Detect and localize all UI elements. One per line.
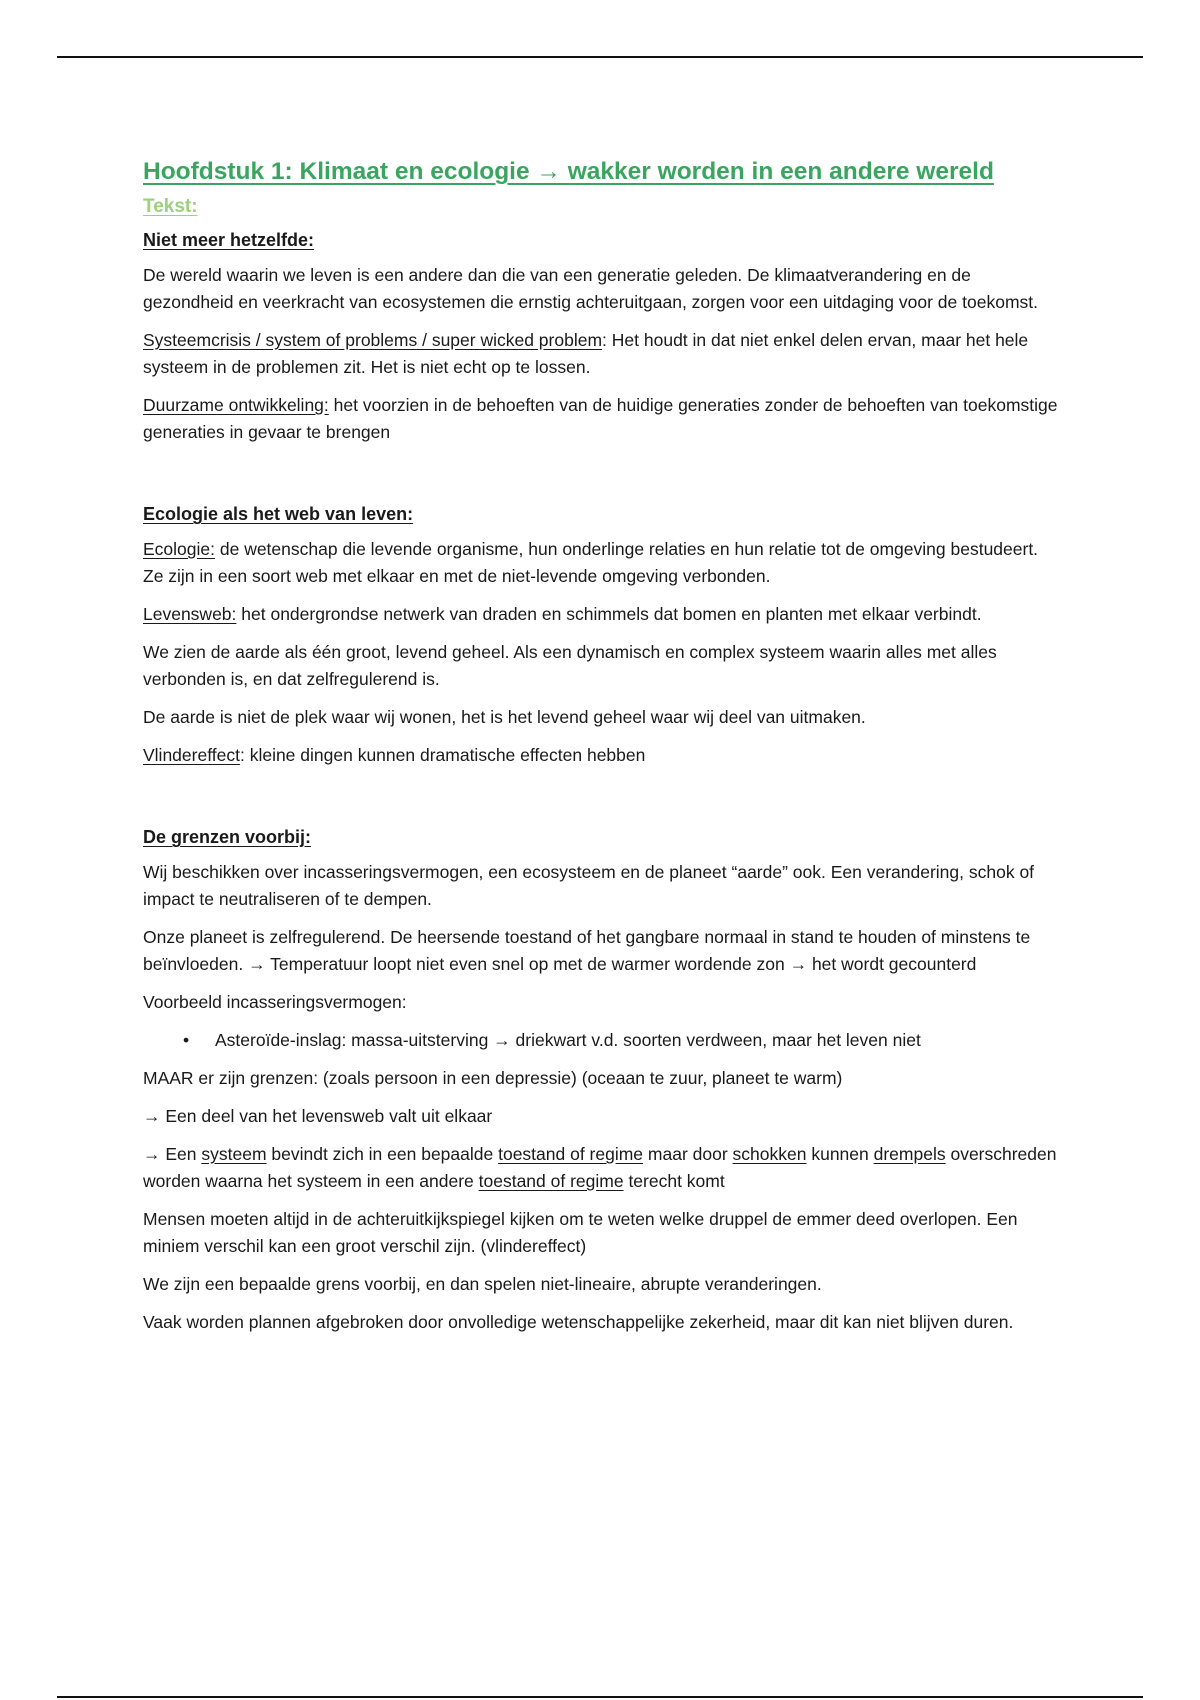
text-run: terecht komt [623, 1171, 725, 1191]
definition-text: het voorzien in de behoeften van de huidige generaties zonder de behoeften van toekomstige generaties in gevaar te brengen [143, 395, 1058, 442]
text-run: bevindt zich in een bepaalde [266, 1144, 499, 1164]
list-item [143, 1027, 1063, 1054]
text-run: kunnen [806, 1144, 874, 1164]
definition-text: : Het houdt in dat niet enkel delen ervan, maar het hele systeem in de problemen zit. Het is niet echt op te lossen. [143, 330, 1029, 377]
chapter-title: Hoofdstuk 1: Klimaat en ecologie → wakker worden in een andere wereld [143, 158, 994, 185]
list-item-text: Asteroïde-inslag: massa-uitsterving → driekwart v.d. soorten verdween, maar het leven niet [215, 1030, 921, 1050]
defined-term: Levensweb: [143, 604, 237, 624]
paragraph-definition [143, 742, 1063, 769]
defined-term: Vlindereffect [143, 745, 240, 765]
document-body [143, 150, 1063, 1347]
section-heading-niet-meer-hetzelfde: Niet meer hetzelfde: [143, 230, 315, 250]
paragraph-with-terms [143, 1141, 1063, 1195]
paragraph: De aarde is niet de plek waar wij wonen, het is het levend geheel waar wij deel van uitmaken. [143, 707, 866, 727]
bullet-icon: • [183, 1030, 190, 1050]
top-rule [57, 56, 1143, 58]
paragraph-definition [143, 601, 1063, 628]
text-run: → Een [143, 1144, 202, 1164]
paragraph-definition [143, 392, 1063, 446]
bullet-list [143, 1027, 1063, 1054]
paragraph-definition [143, 536, 1063, 590]
paragraph: Vaak worden plannen afgebroken door onvolledige wetenschappelijke zekerheid, maar dit kan niet blijven duren. [143, 1312, 1014, 1332]
paragraph: We zijn een bepaalde grens voorbij, en dan spelen niet-lineaire, abrupte veranderingen. [143, 1274, 822, 1294]
defined-term: Systeemcrisis / system of problems / super wicked problem [143, 330, 603, 350]
paragraph: Mensen moeten altijd in de achteruitkijkspiegel kijken om te weten welke druppel de emmer deed overlopen. Een miniem verschil kan een groot verschil zijn. (vlindereffect) [143, 1209, 1018, 1256]
paragraph: Onze planeet is zelfregulerend. De heersende toestand of het gangbare normaal in stand te houden of minstens te beïnvloeden. → Temperatuur loopt niet even snel op met de warmer wordende zon → het wordt gecounterd [143, 927, 1031, 974]
underlined-term: drempels [873, 1144, 946, 1164]
paragraph: → Een deel van het levensweb valt uit elkaar [143, 1106, 493, 1126]
bottom-rule [57, 1696, 1143, 1698]
paragraph: De wereld waarin we leven is een andere dan die van een generatie geleden. De klimaatverandering en de gezondheid en veerkracht van ecosystemen die ernstig achteruitgaan, zorgen voor een uitdaging voor de toekomst. [143, 265, 1038, 312]
definition-text: het ondergrondse netwerk van draden en schimmels dat bomen en planten met elkaar verbindt. [236, 604, 982, 624]
paragraph: We zien de aarde als één groot, levend geheel. Als een dynamisch en complex systeem waarin alles met alles verbonden is, en dat zelfregulerend is. [143, 642, 997, 689]
section-heading-ecologie: Ecologie als het web van leven: [143, 504, 414, 524]
text-subtitle: Tekst: [143, 196, 198, 217]
underlined-term: toestand of regime [478, 1171, 624, 1191]
section-heading-grenzen-voorbij: De grenzen voorbij: [143, 827, 312, 847]
paragraph: Voorbeeld incasseringsvermogen: [143, 992, 407, 1012]
paragraph: Wij beschikken over incasseringsvermogen, een ecosysteem en de planeet “aarde” ook. Een verandering, schok of impact te neutraliseren of te dempen. [143, 862, 1035, 909]
definition-text: : kleine dingen kunnen dramatische effecten hebben [239, 745, 646, 765]
definition-text: de wetenschap die levende organisme, hun onderlinge relaties en hun relatie tot de omgeving bestudeert. Ze zijn in een soort web met elkaar en met de niet-levende omgeving verbonden. [143, 539, 1039, 586]
underlined-term: toestand of regime [498, 1144, 644, 1164]
text-run: maar door [643, 1144, 733, 1164]
underlined-term: systeem [201, 1144, 267, 1164]
defined-term: Duurzame ontwikkeling: [143, 395, 329, 415]
paragraph-definition [143, 327, 1063, 381]
paragraph: MAAR er zijn grenzen: (zoals persoon in een depressie) (oceaan te zuur, planeet te warm) [143, 1068, 843, 1088]
underlined-term: schokken [732, 1144, 807, 1164]
defined-term: Ecologie: [143, 539, 215, 559]
text-run: overschreden worden waarna het systeem in een andere [143, 1144, 1057, 1191]
